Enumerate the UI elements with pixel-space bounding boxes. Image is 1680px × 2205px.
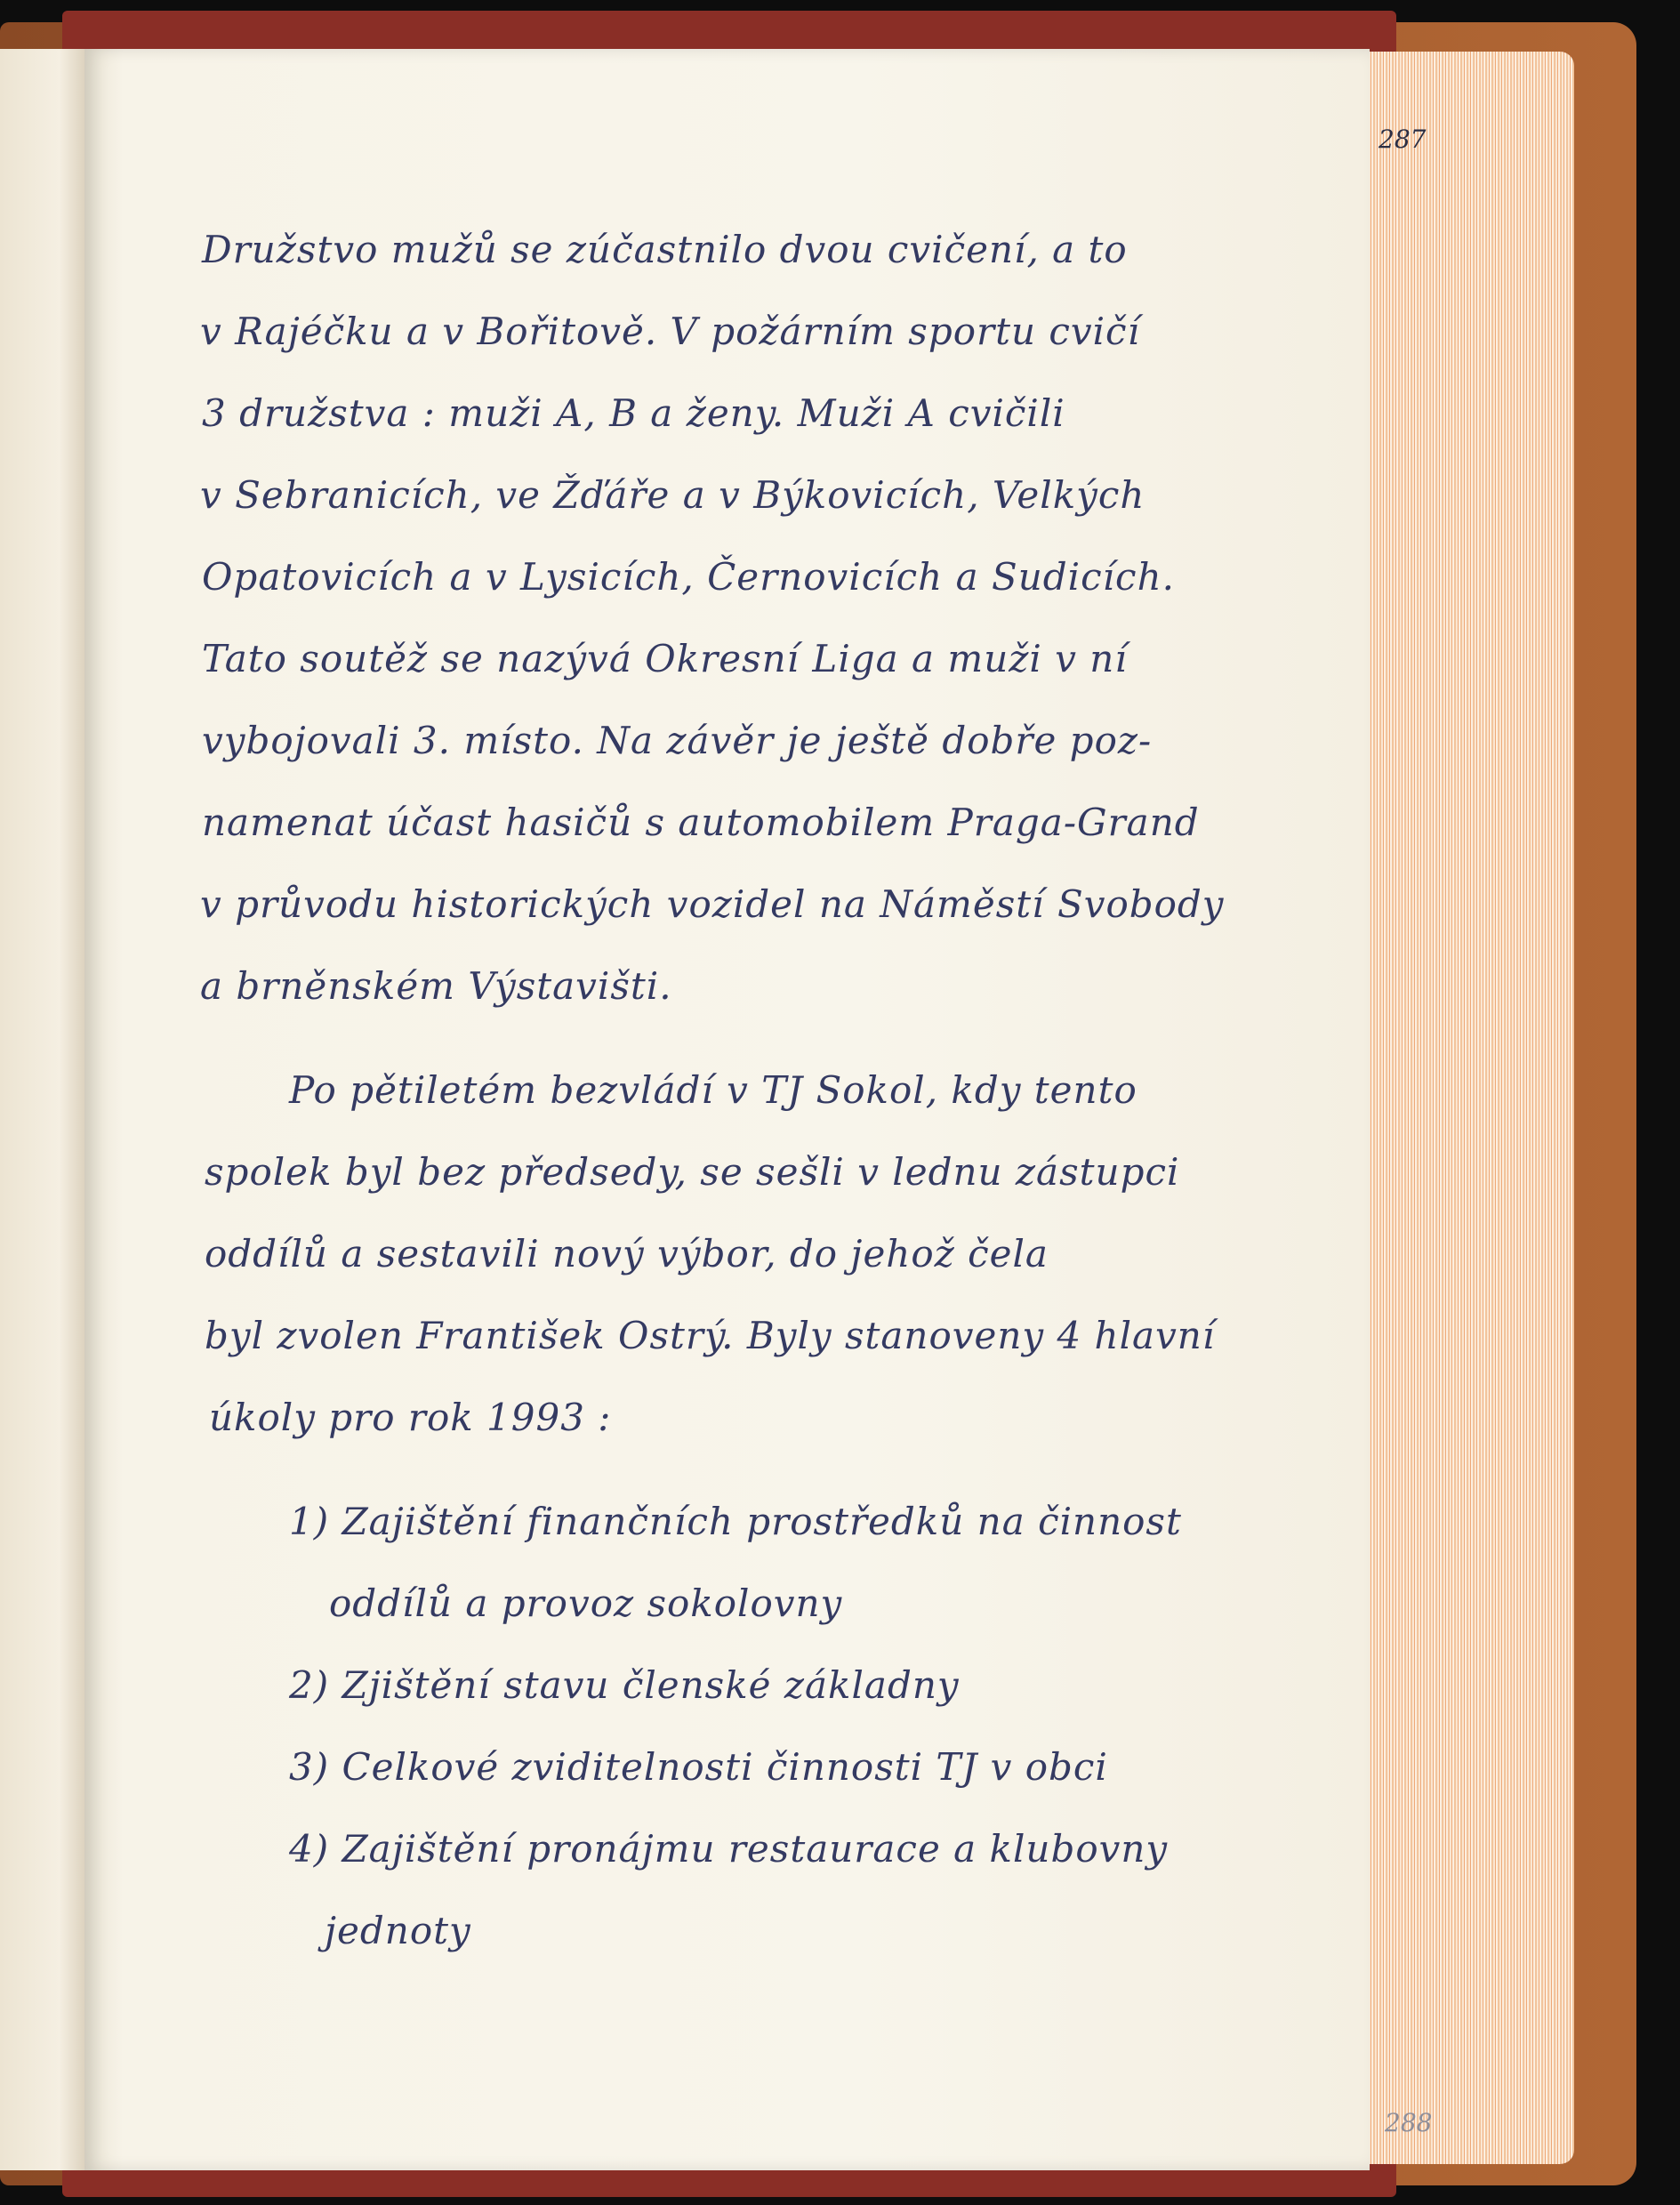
list-item-continuation: jednoty xyxy=(325,1909,471,1952)
list-item: 1) Zajištění finančních prostředků na činnost xyxy=(289,1500,1182,1543)
page-stack-edges xyxy=(1361,52,1574,2164)
text-line: namenat účast hasičů s automobilem Praga-Grand xyxy=(202,801,1200,844)
text-line: Po pětiletém bezvládí v TJ Sokol, kdy tento xyxy=(289,1068,1137,1112)
text-line: Tato soutěž se nazývá Okresní Liga a muži v ní xyxy=(202,637,1128,680)
text-line: Opatovicích a v Lysicích, Černovicích a Sudicích. xyxy=(202,555,1175,599)
text-line: 3 družstva : muži A, B a ženy. Muži A cvičili xyxy=(202,391,1065,435)
text-line: vybojovali 3. místo. Na závěr je ještě dobře poz- xyxy=(202,719,1153,762)
text-line: úkoly pro rok 1993 : xyxy=(209,1396,612,1439)
page-number: 287 xyxy=(1379,125,1427,154)
manuscript-page xyxy=(84,49,1433,2170)
list-item: 4) Zajištění pronájmu restaurace a klubovny xyxy=(289,1827,1169,1871)
text-line: v průvodu historických vozidel na Náměstí Svobody xyxy=(200,882,1225,926)
text-line: a brněnském Výstavišti. xyxy=(200,964,672,1008)
list-item-continuation: oddílů a provoz sokolovny xyxy=(329,1581,843,1625)
text-line: Družstvo mužů se zúčastnilo dvou cvičení, a to xyxy=(202,228,1128,271)
list-item: 3) Celkové zviditelnosti činnosti TJ v obci xyxy=(289,1745,1108,1789)
text-line: v Sebranicích, ve Žďáře a v Býkovicích, Velkých xyxy=(200,473,1145,517)
text-line: v Rajéčku a v Bořitově. V požárním sportu cvičí xyxy=(200,310,1141,353)
left-page-edge xyxy=(0,49,87,2170)
text-line: oddílů a sestavili nový výbor, do jehož čela xyxy=(205,1232,1049,1276)
text-line: spolek byl bez předsedy, se sešli v lednu zástupci xyxy=(205,1150,1180,1194)
page-number-bottom: 288 xyxy=(1385,2108,1433,2137)
text-line: byl zvolen František Ostrý. Byly stanoveny 4 hlavní xyxy=(205,1314,1216,1357)
list-item: 2) Zjištění stavu členské základny xyxy=(289,1663,960,1707)
